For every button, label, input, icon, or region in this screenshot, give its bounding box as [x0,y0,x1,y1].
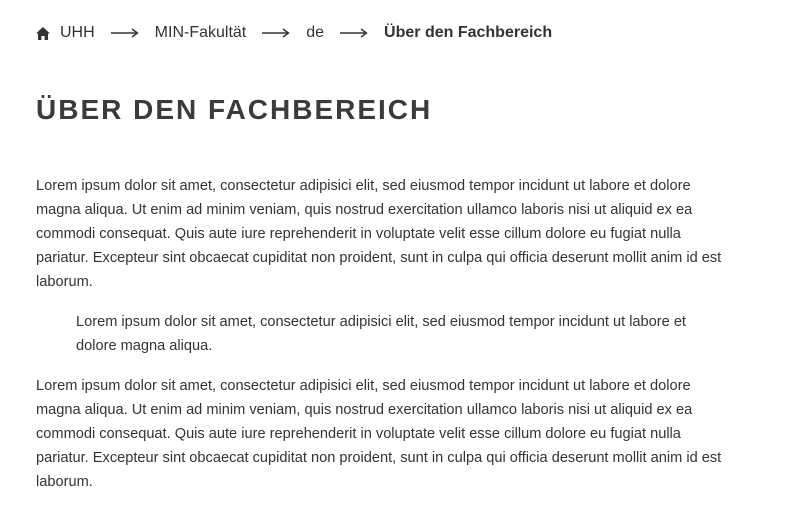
page-title: ÜBER DEN FACHBEREICH [36,94,433,125]
breadcrumb-item-min-fakultaet[interactable]: MIN-Fakultät [154,24,247,41]
breadcrumb [36,22,552,44]
blockquote: Lorem ipsum dolor sit amet, consectetur adipisici elit, sed eiusmod tempor incidunt ut labore et dolore magna aliqua. [76,314,686,354]
long-arrow-right-icon [340,28,368,38]
main-content [36,174,736,494]
body-paragraph: Lorem ipsum dolor sit amet, consectetur adipisici elit, sed eiusmod tempor incidunt ut labore et dolore magna aliqua. Ut enim ad minim veniam, quis nostrud exercitation ullamco laboris nisi ut aliquid ex ea commodi consequat. Quis aute iure reprehenderit in voluptate velit esse cillum dolore eu fugiat nulla pariatur. Excepteur sint obcaecat cupiditat non proident, sunt in culpa qui officia deserunt mollit anim id est laborum. [36,378,722,490]
body-paragraph: Lorem ipsum dolor sit amet, consectetur adipisici elit, sed eiusmod tempor incidunt ut labore et dolore magna aliqua. Ut enim ad minim veniam, quis nostrud exercitation ullamco laboris nisi ut aliquid ex ea commodi consequat. Quis aute iure reprehenderit in voluptate velit esse cillum dolore eu fugiat nulla pariatur. Excepteur sint obcaecat cupiditat non proident, sunt in culpa qui officia deserunt mollit anim id est laborum. [36,178,722,290]
long-arrow-right-icon [111,28,139,38]
home-icon[interactable] [36,26,50,40]
breadcrumb-item-de[interactable]: de [306,24,325,41]
breadcrumb-item-uhh[interactable]: UHH [60,24,95,41]
breadcrumb-current: Über den Fachbereich [384,24,553,41]
long-arrow-right-icon [262,28,290,38]
